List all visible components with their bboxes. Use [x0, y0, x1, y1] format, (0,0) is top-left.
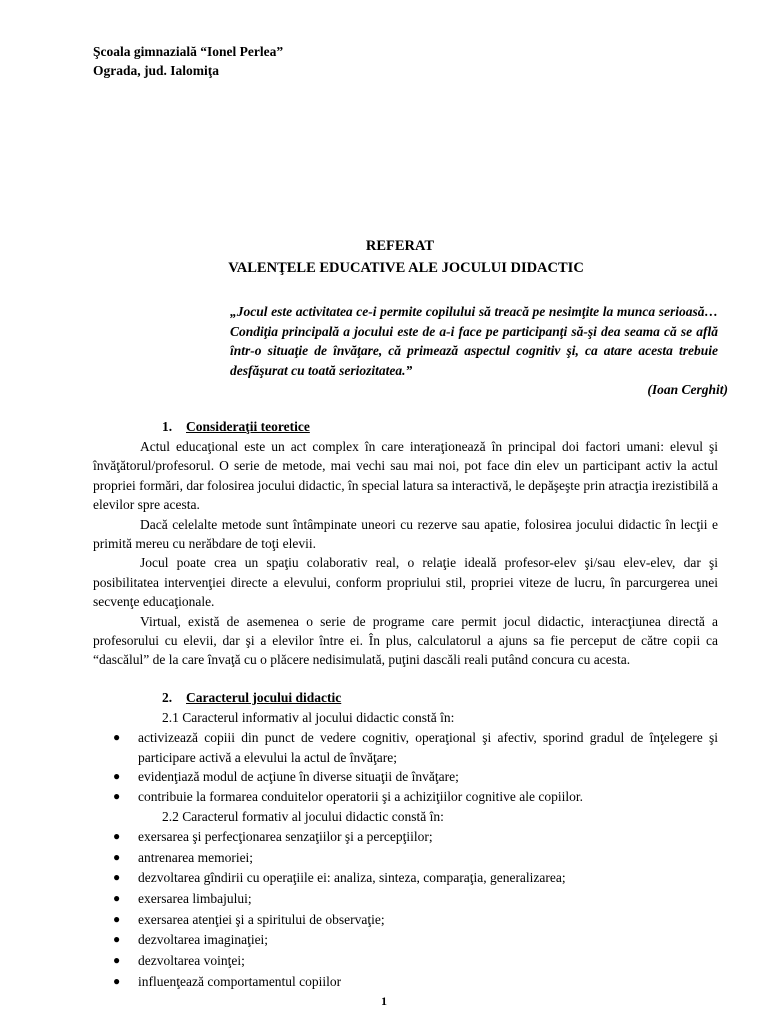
section-1-body — [93, 437, 718, 670]
paragraph: Dacă celelalte metode sunt întâmpinate uneori cu rezerve sau apatie, folosirea jocului didactic în lecţii e primită mereu cu nerăbdare de toţi elevii. — [93, 516, 718, 552]
list-item: ● exersarea atenţiei şi a spiritului de observaţie; — [93, 910, 718, 930]
bullet-icon: ● — [113, 829, 121, 843]
page-number: 1 — [381, 994, 387, 1008]
list-item: ● dezvoltarea voinţei; — [93, 951, 718, 971]
bullet-icon: ● — [113, 849, 121, 864]
subsection-2-1-list — [93, 728, 718, 806]
paragraph: Actul educaţional este un act complex în care interaţionează în principal doi factori umani: elevul şi învăţătorul/profesorul. O serie de metode, mai vechi sau mai noi, pot face din elev un participant activ la actul propriei formări, dar folosirea jocului didactic, în special latura sa interactivă, le depăşeşte prin atracţia irezistibilă a elevilor spre acesta. — [93, 439, 718, 513]
bullet-icon: ● — [113, 932, 121, 947]
list-item: ● exersarea limbajului; — [93, 889, 718, 909]
bullet-icon: ● — [113, 788, 121, 803]
school-location: Ograda, jud. Ialomiţa — [93, 63, 220, 78]
section-2-title: Caracterul jocului didactic — [186, 690, 342, 705]
bullet-icon: ● — [113, 973, 121, 988]
section-2-number: 2. — [162, 690, 173, 705]
list-item: ● evidenţiază modul de acţiune în diverse situaţii de învăţare; — [93, 767, 718, 787]
bullet-icon: ● — [113, 911, 121, 926]
document-main-title: VALENŢELE EDUCATIVE ALE JOCULUI DIDACTIC — [228, 260, 584, 276]
list-item: ● influenţează comportamentul copiilor — [93, 972, 718, 992]
list-item: ● activizează copiii din punct de vedere cognitiv, operaţional şi afectiv, sporind gradul de înţelegere şi participare activă a elevului la actul de învăţare; — [113, 730, 718, 765]
epigraph-quote: „Jocul este activitatea ce-i permite copilului să treacă pe nesimţite la munca serioasă… Condiţia principală a jocului este de a-i face pe participanţi să-şi dea seama că se află într-o situaţie de învăţare, că primează aspectul cognitiv şi, ca atare acesta trebuie desfăşurat cu toată seriozitatea.” — [230, 304, 718, 378]
bullet-icon: ● — [113, 870, 121, 885]
bullet-icon: ● — [113, 730, 121, 744]
epigraph-author: (Ioan Cerghit) — [647, 382, 728, 397]
bullet-icon: ● — [113, 953, 121, 968]
list-item: ● contribuie la formarea conduitelor operatorii şi a achiziţiilor cognitive ale copiilor. — [93, 787, 718, 807]
section-2-heading — [162, 688, 341, 707]
section-1-title: Consideraţii teoretice — [186, 419, 310, 434]
subsection-2-1-heading: 2.1 Caracterul informativ al jocului didactic constă în: — [162, 710, 455, 725]
list-item: ● dezvoltarea gîndirii cu operaţiile ei: analiza, sinteza, comparaţia, generalizarea; — [93, 868, 718, 888]
school-name: Şcoala gimnazială “Ionel Perlea” — [93, 44, 284, 59]
bullet-icon: ● — [113, 769, 121, 784]
subsection-2-2-heading: 2.2 Caracterul formativ al jocului didactic constă în: — [162, 809, 444, 824]
list-item: ● dezvoltarea imaginaţiei; — [93, 930, 718, 950]
section-1-number: 1. — [162, 419, 173, 434]
paragraph: Virtual, există de asemenea o serie de programe care permit jocul didactic, interacţiunea directă a profesorului cu elevii, dar şi a elevilor între ei. În plus, calculatorul a ajuns sa fie perceput de către copii ca “dascălul” de la care învaţă cu o plăcere nedisimulată, puţini dascăli reali putând concura cu acesta. — [93, 613, 718, 668]
list-item: ● exersarea şi perfecţionarea senzaţiilor şi a percepţiilor; — [93, 827, 718, 847]
bullet-icon: ● — [113, 891, 121, 906]
document-type-title: REFERAT — [365, 238, 435, 254]
paragraph: Jocul poate crea un spaţiu colaborativ real, o relaţie ideală profesor-elev şi/sau elev-elev, dar şi posibilitatea intervenţiei directe a elevului, conform propriului stil, propriei viteze de lucru, în parcurgerea unei secvenţe educaţionale. — [93, 555, 718, 610]
section-1-heading — [162, 417, 310, 436]
subsection-2-2-list — [93, 827, 718, 993]
list-item: ● antrenarea memoriei; — [93, 848, 718, 868]
